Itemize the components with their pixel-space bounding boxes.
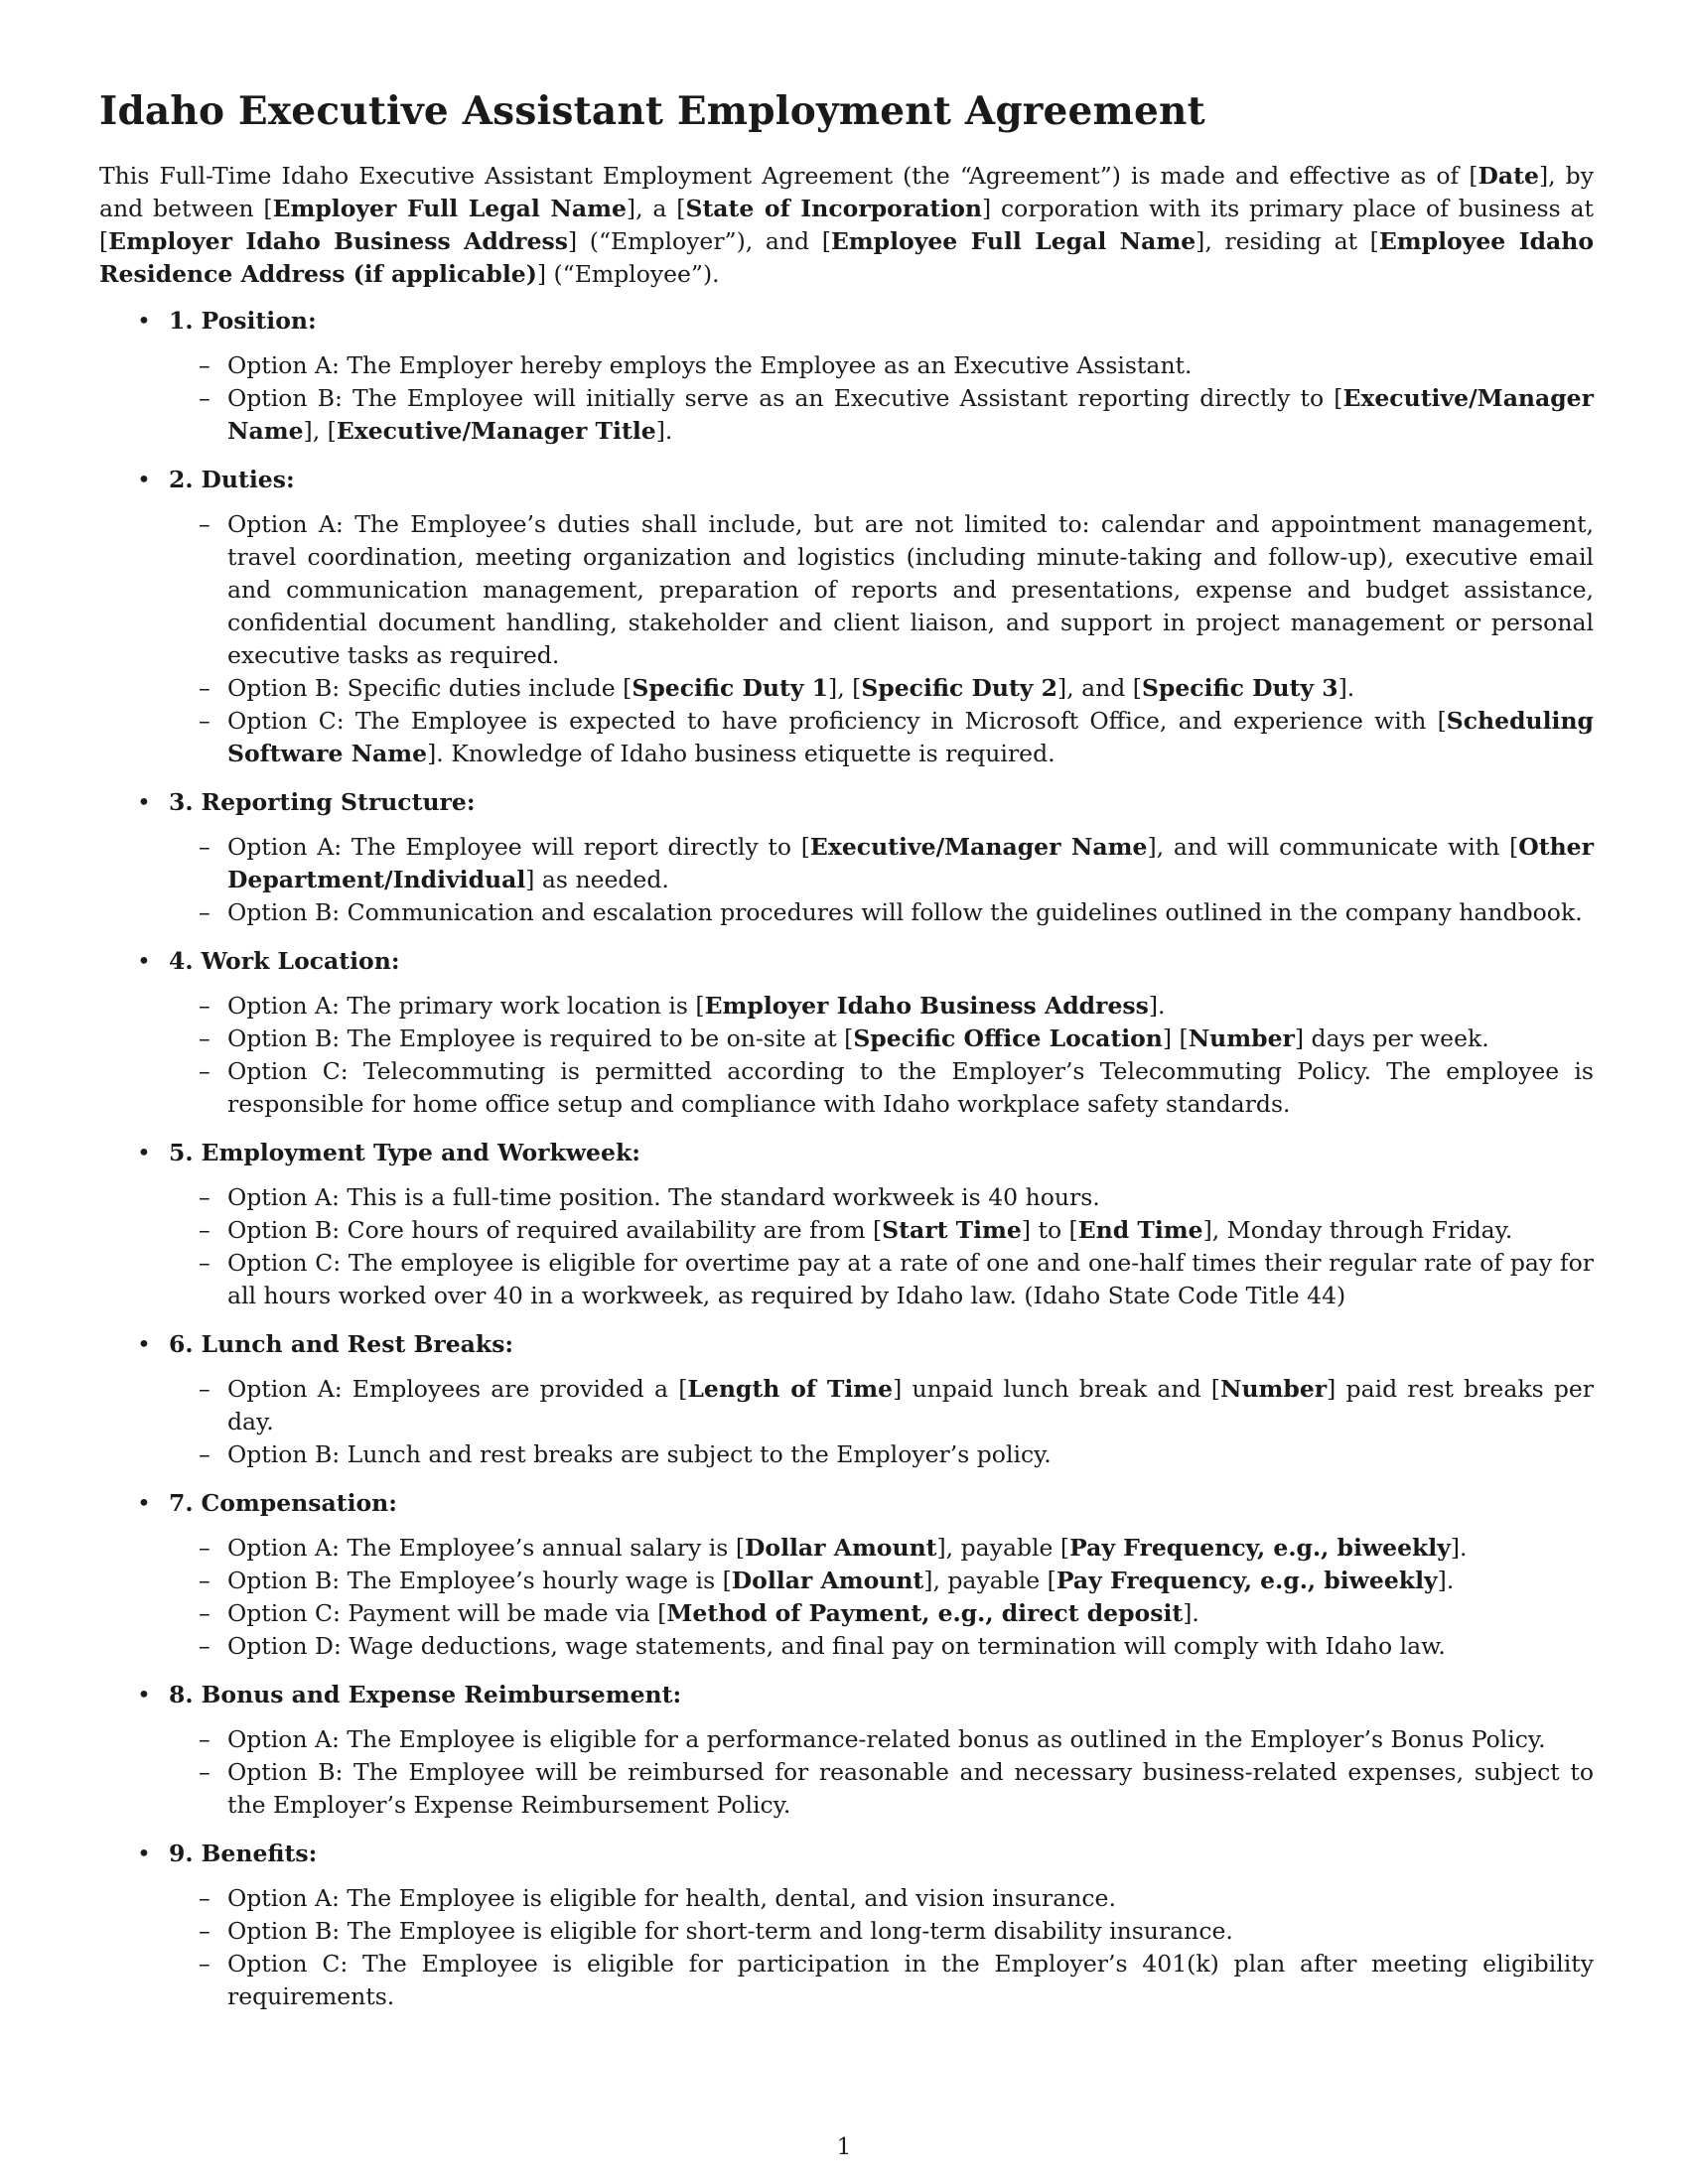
text-run: Option A: The Employee is eligible for health, dental, and vision insurance.	[227, 1884, 1116, 1912]
section-heading	[169, 1328, 1594, 1361]
text-run: ] paid rest breaks per day.	[227, 1375, 1595, 1435]
placeholder-field: Start Time	[882, 1216, 1022, 1244]
option-item	[169, 705, 1594, 770]
option-item	[169, 1565, 1594, 1597]
section-number: 8.	[169, 1681, 194, 1708]
section-title: Employment Type and Workweek:	[201, 1139, 640, 1166]
section-heading	[169, 786, 1594, 819]
placeholder-field: State of Incorporation	[685, 195, 982, 222]
text-run: ], payable [	[936, 1534, 1070, 1562]
section-item	[99, 1838, 1594, 2013]
text-run: ], by and between [	[99, 162, 1594, 222]
section-title: Position:	[201, 307, 317, 335]
text-run: ], and will communicate with [	[1147, 833, 1519, 861]
text-run: ] (“Employer”), and [	[567, 227, 831, 255]
section-heading	[169, 305, 1594, 338]
section-title: Work Location:	[201, 947, 400, 975]
text-run: ], residing at [	[1196, 227, 1379, 255]
text-run: Option A: The Employer hereby employs the Employee as an Executive Assistant.	[227, 351, 1193, 379]
text-run: ] days per week.	[1294, 1024, 1489, 1052]
option-item	[169, 1438, 1594, 1471]
section-title: Compensation:	[201, 1489, 397, 1517]
text-run: ], [	[303, 417, 337, 445]
text-run: Option B: Communication and escalation procedures will follow the guidelines outlined in the company handbook.	[227, 898, 1583, 926]
text-run: This Full-Time Idaho Executive Assistant Employment Agreement (the “Agreement”) is made and effective as of [	[99, 162, 1478, 190]
placeholder-field: Number	[1188, 1024, 1295, 1052]
section-heading	[169, 1838, 1594, 1870]
section-number: 4.	[169, 947, 194, 975]
section-heading	[169, 1137, 1594, 1169]
section-number: 5.	[169, 1139, 194, 1166]
option-list	[169, 1882, 1594, 2013]
intro-paragraph	[99, 160, 1594, 291]
text-run: Option B: The Employee’s hourly wage is [	[227, 1567, 732, 1594]
text-run: ].	[1437, 1567, 1455, 1594]
option-item	[169, 1948, 1594, 2013]
placeholder-field: Scheduling Software Name	[227, 707, 1594, 767]
text-run: Option A: The Employee will report directly to [	[227, 833, 810, 861]
option-list	[169, 349, 1594, 448]
text-run: Option B: Lunch and rest breaks are subject to the Employer’s policy.	[227, 1440, 1052, 1468]
text-run: ]. Knowledge of Idaho business etiquette is required.	[427, 740, 1055, 767]
page-number: 1	[836, 2134, 852, 2160]
section-title: Bonus and Expense Reimbursement:	[201, 1681, 682, 1708]
text-run: Option A: Employees are provided a [	[227, 1375, 688, 1403]
text-run: ] as needed.	[525, 866, 669, 893]
placeholder-field: Executive/Manager Name	[809, 833, 1148, 861]
text-run: Option A: This is a full-time position. The standard workweek is 40 hours.	[227, 1183, 1100, 1211]
placeholder-field: Employee Full Legal Name	[830, 227, 1196, 255]
placeholder-field: Employee Idaho Residence Address (if applicable)	[99, 227, 1595, 288]
option-item	[169, 1373, 1594, 1438]
text-run: ], and [	[1057, 674, 1142, 702]
text-run: Option A: The Employee’s annual salary is [	[227, 1534, 746, 1562]
placeholder-field: Specific Duty 1	[632, 674, 829, 702]
text-run: Option D: Wage deductions, wage statements, and final pay on termination will comply with Idaho law.	[227, 1632, 1446, 1660]
placeholder-field: Other Department/Individual	[227, 833, 1594, 893]
placeholder-field: Pay Frequency, e.g., biweekly	[1069, 1534, 1451, 1562]
option-item	[169, 1023, 1594, 1055]
document-page	[99, 84, 1594, 2029]
section-number: 2.	[169, 466, 194, 493]
text-run: ] unpaid lunch break and [	[893, 1375, 1220, 1403]
text-run: Option A: The Employee’s duties shall include, but are not limited to: calendar and appointment management, travel coordination, meeting organization and logistics (including minute-taking and follow-up), executive email and communication management, preparation of reports and presentations, expense and budget assistance, confidential document handling, stakeholder and client liaison, and support in project management or personal executive tasks as required.	[227, 510, 1594, 669]
text-run: Option A: The Employee is eligible for a performance-related bonus as outlined in the Employer’s Bonus Policy.	[227, 1725, 1546, 1753]
text-run: Option B: The Employee is eligible for short-term and long-term disability insurance.	[227, 1917, 1233, 1945]
placeholder-field: Specific Duty 2	[861, 674, 1057, 702]
text-run: ].	[1450, 1534, 1468, 1562]
text-run: Option C: The employee is eligible for overtime pay at a rate of one and one-half times their regular rate of pay for all hours worked over 40 in a workweek, as required by Idaho law. (Idaho State Code Title 44)	[227, 1249, 1594, 1309]
placeholder-field: Employer Idaho Business Address	[704, 992, 1149, 1020]
section-number: 6.	[169, 1330, 194, 1358]
text-run: ].	[1337, 674, 1355, 702]
option-item	[169, 1756, 1594, 1822]
text-run: Option B: Core hours of required availability are from [	[227, 1216, 883, 1244]
placeholder-field: Method of Payment, e.g., direct deposit	[666, 1599, 1184, 1627]
section-item	[99, 786, 1594, 929]
section-title: Lunch and Rest Breaks:	[201, 1330, 514, 1358]
option-item	[169, 1214, 1594, 1247]
section-heading	[169, 464, 1594, 496]
placeholder-field: Executive/Manager Name	[227, 384, 1594, 445]
text-run: Option A: The primary work location is [	[227, 992, 705, 1020]
section-title: Reporting Structure:	[201, 788, 476, 816]
option-item	[169, 1915, 1594, 1948]
text-run: ].	[1148, 992, 1166, 1020]
option-item	[169, 1181, 1594, 1214]
option-list	[169, 1373, 1594, 1471]
text-run: ], Monday through Friday.	[1202, 1216, 1513, 1244]
section-item	[99, 1137, 1594, 1312]
text-run: ], payable [	[923, 1567, 1056, 1594]
option-item	[169, 831, 1594, 896]
text-run: Option B: The Employee will initially serve as an Executive Assistant reporting directly to [	[227, 384, 1343, 412]
section-list	[99, 305, 1594, 2013]
text-run: ].	[655, 417, 673, 445]
text-run: ] to [	[1021, 1216, 1078, 1244]
placeholder-field: Specific Duty 3	[1141, 674, 1338, 702]
section-heading	[169, 1679, 1594, 1711]
option-list	[169, 508, 1594, 770]
placeholder-field: Dollar Amount	[745, 1534, 937, 1562]
section-number: 9.	[169, 1840, 194, 1867]
option-item	[169, 349, 1594, 382]
text-run: ], [	[828, 674, 862, 702]
option-item	[169, 1247, 1594, 1312]
section-number: 7.	[169, 1489, 194, 1517]
option-item	[169, 1723, 1594, 1756]
option-item	[169, 1055, 1594, 1121]
placeholder-field: Date	[1477, 162, 1539, 190]
text-run: ] corporation with its primary place of business at [	[99, 195, 1594, 255]
option-item	[169, 990, 1594, 1023]
placeholder-field: Number	[1219, 1375, 1328, 1403]
placeholder-field: Pay Frequency, e.g., biweekly	[1055, 1567, 1438, 1594]
option-list	[169, 1181, 1594, 1312]
section-item	[99, 305, 1594, 448]
section-number: 3.	[169, 788, 194, 816]
option-list	[169, 1532, 1594, 1663]
text-run: Option C: The Employee is eligible for participation in the Employer’s 401(k) plan after meeting eligibility requirements.	[227, 1950, 1594, 2010]
placeholder-field: Employer Idaho Business Address	[108, 227, 568, 255]
text-run: Option B: The Employee will be reimbursed for reasonable and necessary business-related expenses, subject to the Employer’s Expense Reimbursement Policy.	[227, 1758, 1594, 1819]
option-item	[169, 382, 1594, 448]
placeholder-field: End Time	[1077, 1216, 1203, 1244]
placeholder-field: Specific Office Location	[853, 1024, 1163, 1052]
document-title: Idaho Executive Assistant Employment Agreement	[99, 88, 1205, 134]
text-run: ], a [	[626, 195, 686, 222]
text-run: Option B: Specific duties include [	[227, 674, 633, 702]
option-list	[169, 1723, 1594, 1822]
section-item	[99, 945, 1594, 1121]
placeholder-field: Dollar Amount	[731, 1567, 924, 1594]
text-run: Option C: The Employee is expected to have proficiency in Microsoft Office, and experience with [	[227, 707, 1447, 735]
placeholder-field: Employer Full Legal Name	[272, 195, 627, 222]
option-item	[169, 1882, 1594, 1915]
text-run: Option B: The Employee is required to be on-site at [	[227, 1024, 854, 1052]
section-title: Duties:	[201, 466, 295, 493]
option-list	[169, 831, 1594, 929]
section-item	[99, 464, 1594, 770]
option-list	[169, 990, 1594, 1121]
option-item	[169, 896, 1594, 929]
text-run: ] (“Employee”).	[536, 260, 720, 288]
placeholder-field: Length of Time	[687, 1375, 894, 1403]
option-item	[169, 672, 1594, 705]
placeholder-field: Executive/Manager Title	[336, 417, 656, 445]
section-title: Benefits:	[201, 1840, 318, 1867]
text-run: Option C: Telecommuting is permitted according to the Employer’s Telecommuting Policy. The employee is responsible for home office setup and compliance with Idaho workplace safety standards.	[227, 1057, 1594, 1118]
section-item	[99, 1487, 1594, 1663]
text-run: Option C: Payment will be made via [	[227, 1599, 667, 1627]
text-run: ] [	[1162, 1024, 1189, 1052]
section-item	[99, 1328, 1594, 1471]
text-run: ].	[1183, 1599, 1199, 1627]
section-heading	[169, 1487, 1594, 1520]
option-item	[169, 508, 1594, 672]
option-item	[169, 1630, 1594, 1663]
section-heading	[169, 945, 1594, 978]
option-item	[169, 1532, 1594, 1565]
option-item	[169, 1597, 1594, 1630]
section-item	[99, 1679, 1594, 1822]
section-number: 1.	[169, 307, 194, 335]
